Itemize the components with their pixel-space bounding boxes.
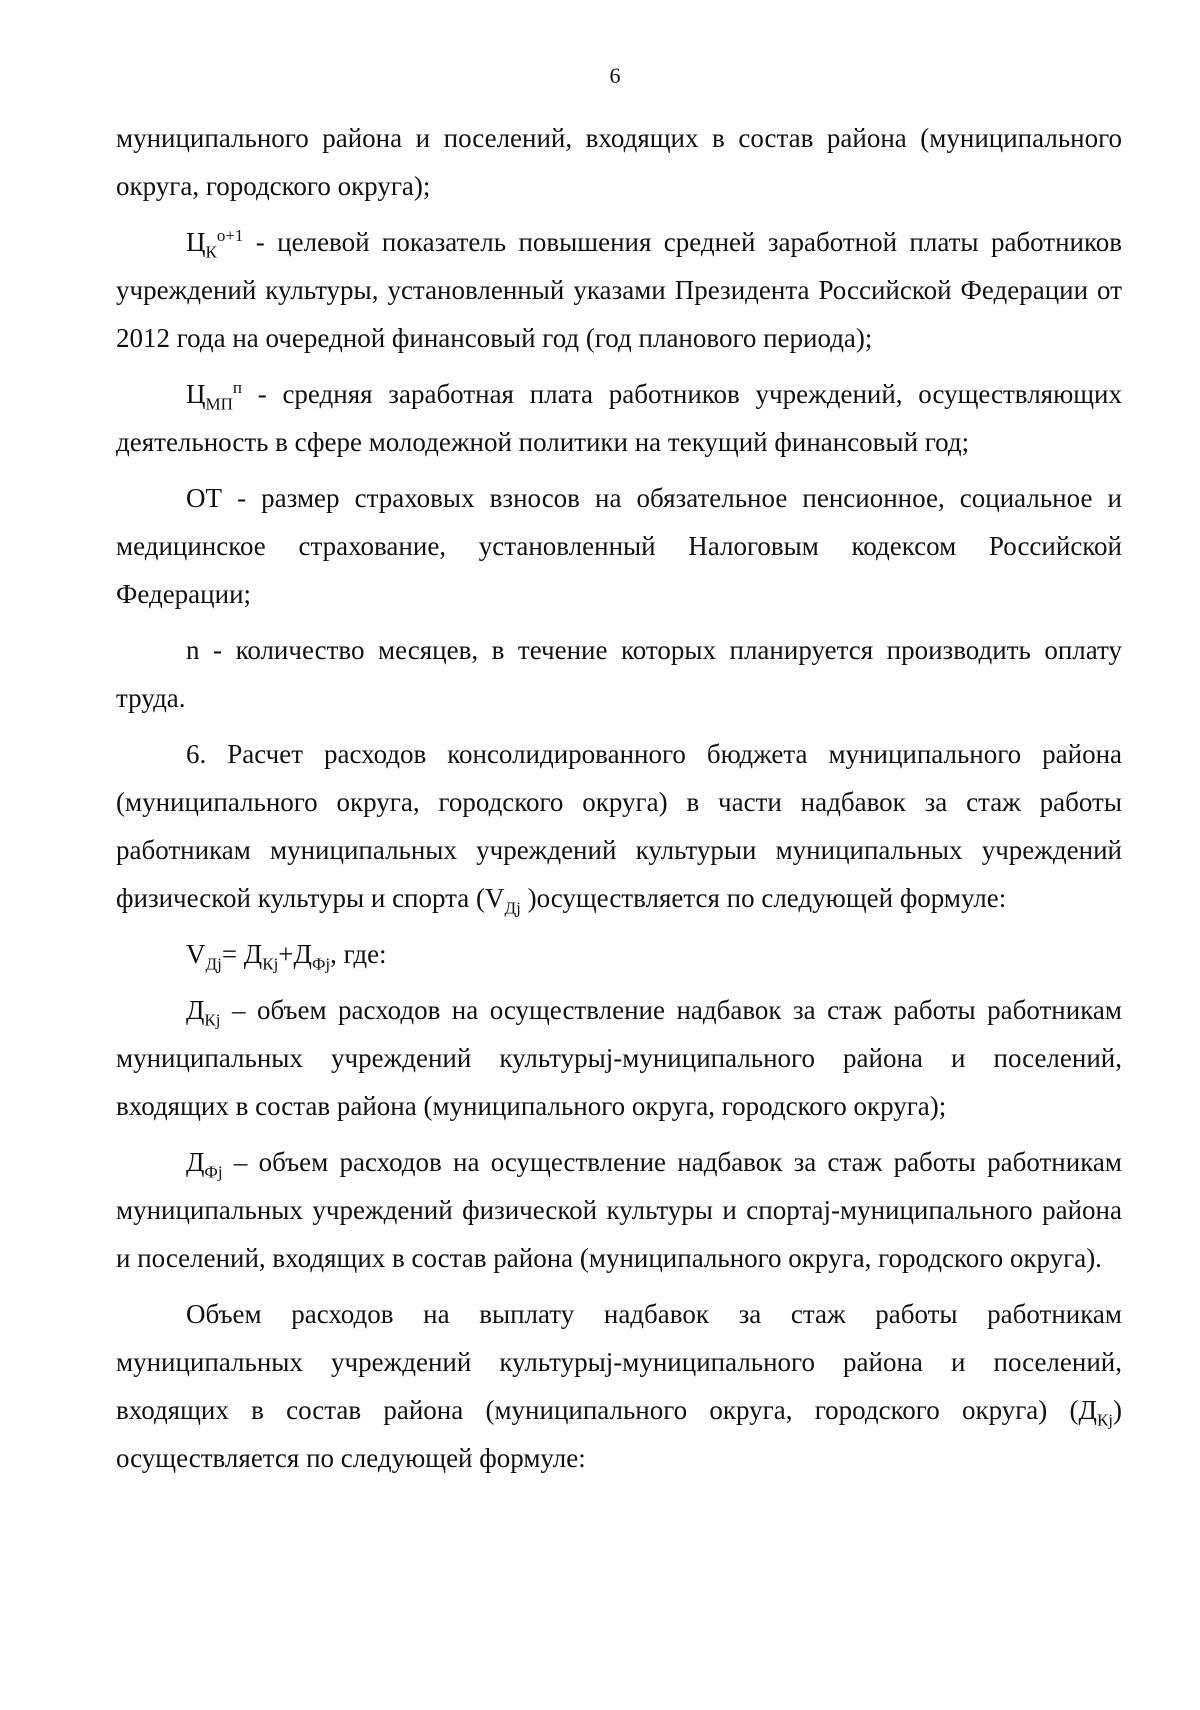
paragraph-text: )осуществляется по следующей формуле: — [520, 883, 1007, 913]
symbol-subscript: МП — [205, 394, 233, 414]
section-6-paragraph — [116, 730, 1122, 922]
definition-youth-policy-salary — [116, 370, 1122, 466]
definition-culture-allowance — [116, 986, 1122, 1130]
symbol-superscript: о+1 — [216, 226, 244, 245]
symbol-superscript: п — [232, 378, 243, 397]
page-number: 6 — [609, 63, 621, 88]
formula-line — [116, 930, 1122, 978]
paragraph-text: Объем расходов на выплату надбавок за стаж работы работникам муниципальных учреждений культурыj-муниципального района и поселений, входящих в состав района (муниципального округа, городского округа) (Д — [116, 1299, 1122, 1425]
definition-text: – объем расходов на осуществление надбавок за стаж работы работникам муниципальных учреждений физической культуры и спортаj-муниципального района и поселений, входящих в состав района (муниципального округа, городского округа). — [116, 1147, 1122, 1273]
definition-sport-allowance — [116, 1138, 1122, 1282]
symbol-subscript: Кj — [1096, 1410, 1113, 1430]
document-body — [116, 114, 1122, 1482]
symbol: Ц — [186, 227, 206, 257]
definition-text: – объем расходов на осуществление надбавок за стаж работы работникам муниципальных учреждений культурыj-муниципального района и поселений, входящих в состав района (муниципального округа, городского округа); — [116, 995, 1122, 1121]
symbol: Д — [186, 1147, 205, 1177]
definition-target-indicator — [116, 218, 1122, 362]
symbol-subscript: К — [205, 242, 217, 262]
paragraph-text: ) осуществляется по следующей формуле: — [116, 1395, 1122, 1473]
formula-v: V — [186, 939, 206, 969]
formula-subscript-f: Фj — [311, 954, 331, 974]
formula-subscript-k: Кj — [262, 954, 279, 974]
definition-months-count: n - количество месяцев, в течение которых планируется производить оплату труда. — [116, 635, 1122, 713]
formula-plus: +Д — [278, 939, 312, 969]
paragraph-text: 6. Расчет расходов консолидированного бюджета муниципального района (муниципального округа, городского округа) в части надбавок за стаж работы работникам муниципальных учреждений культурыи муниципальных учреждений физической культуры и спорта (V — [116, 739, 1122, 913]
symbol: Д — [186, 995, 205, 1025]
symbol-subscript: Фj — [204, 1162, 223, 1182]
formula-equals: = Д — [221, 939, 263, 969]
formula-tail: , где: — [330, 939, 387, 969]
definition-insurance-contributions: ОТ - размер страховых взносов на обязательное пенсионное, социальное и медицинское страхование, установленный Налоговым кодексом Российской Федерации; — [116, 483, 1122, 609]
paragraph-continuation: муниципального района и поселений, входящих в состав района (муниципального округа, городского округа); — [116, 123, 1122, 201]
symbol-subscript: Дj — [504, 898, 521, 918]
formula-v-subscript: Дj — [205, 954, 222, 974]
culture-allowance-volume-paragraph — [116, 1290, 1122, 1482]
definition-text: - средняя заработная плата работников учреждений, осуществляющих деятельность в сфере молодежной политики на текущий финансовый год; — [116, 379, 1122, 457]
definition-text: - целевой показатель повышения средней заработной платы работников учреждений культуры, установленный указами Президента Российской Федерации от 2012 года на очередной финансовый год (год планового периода); — [116, 227, 1122, 353]
symbol-subscript: Кj — [204, 1010, 221, 1030]
symbol: Ц — [186, 379, 206, 409]
